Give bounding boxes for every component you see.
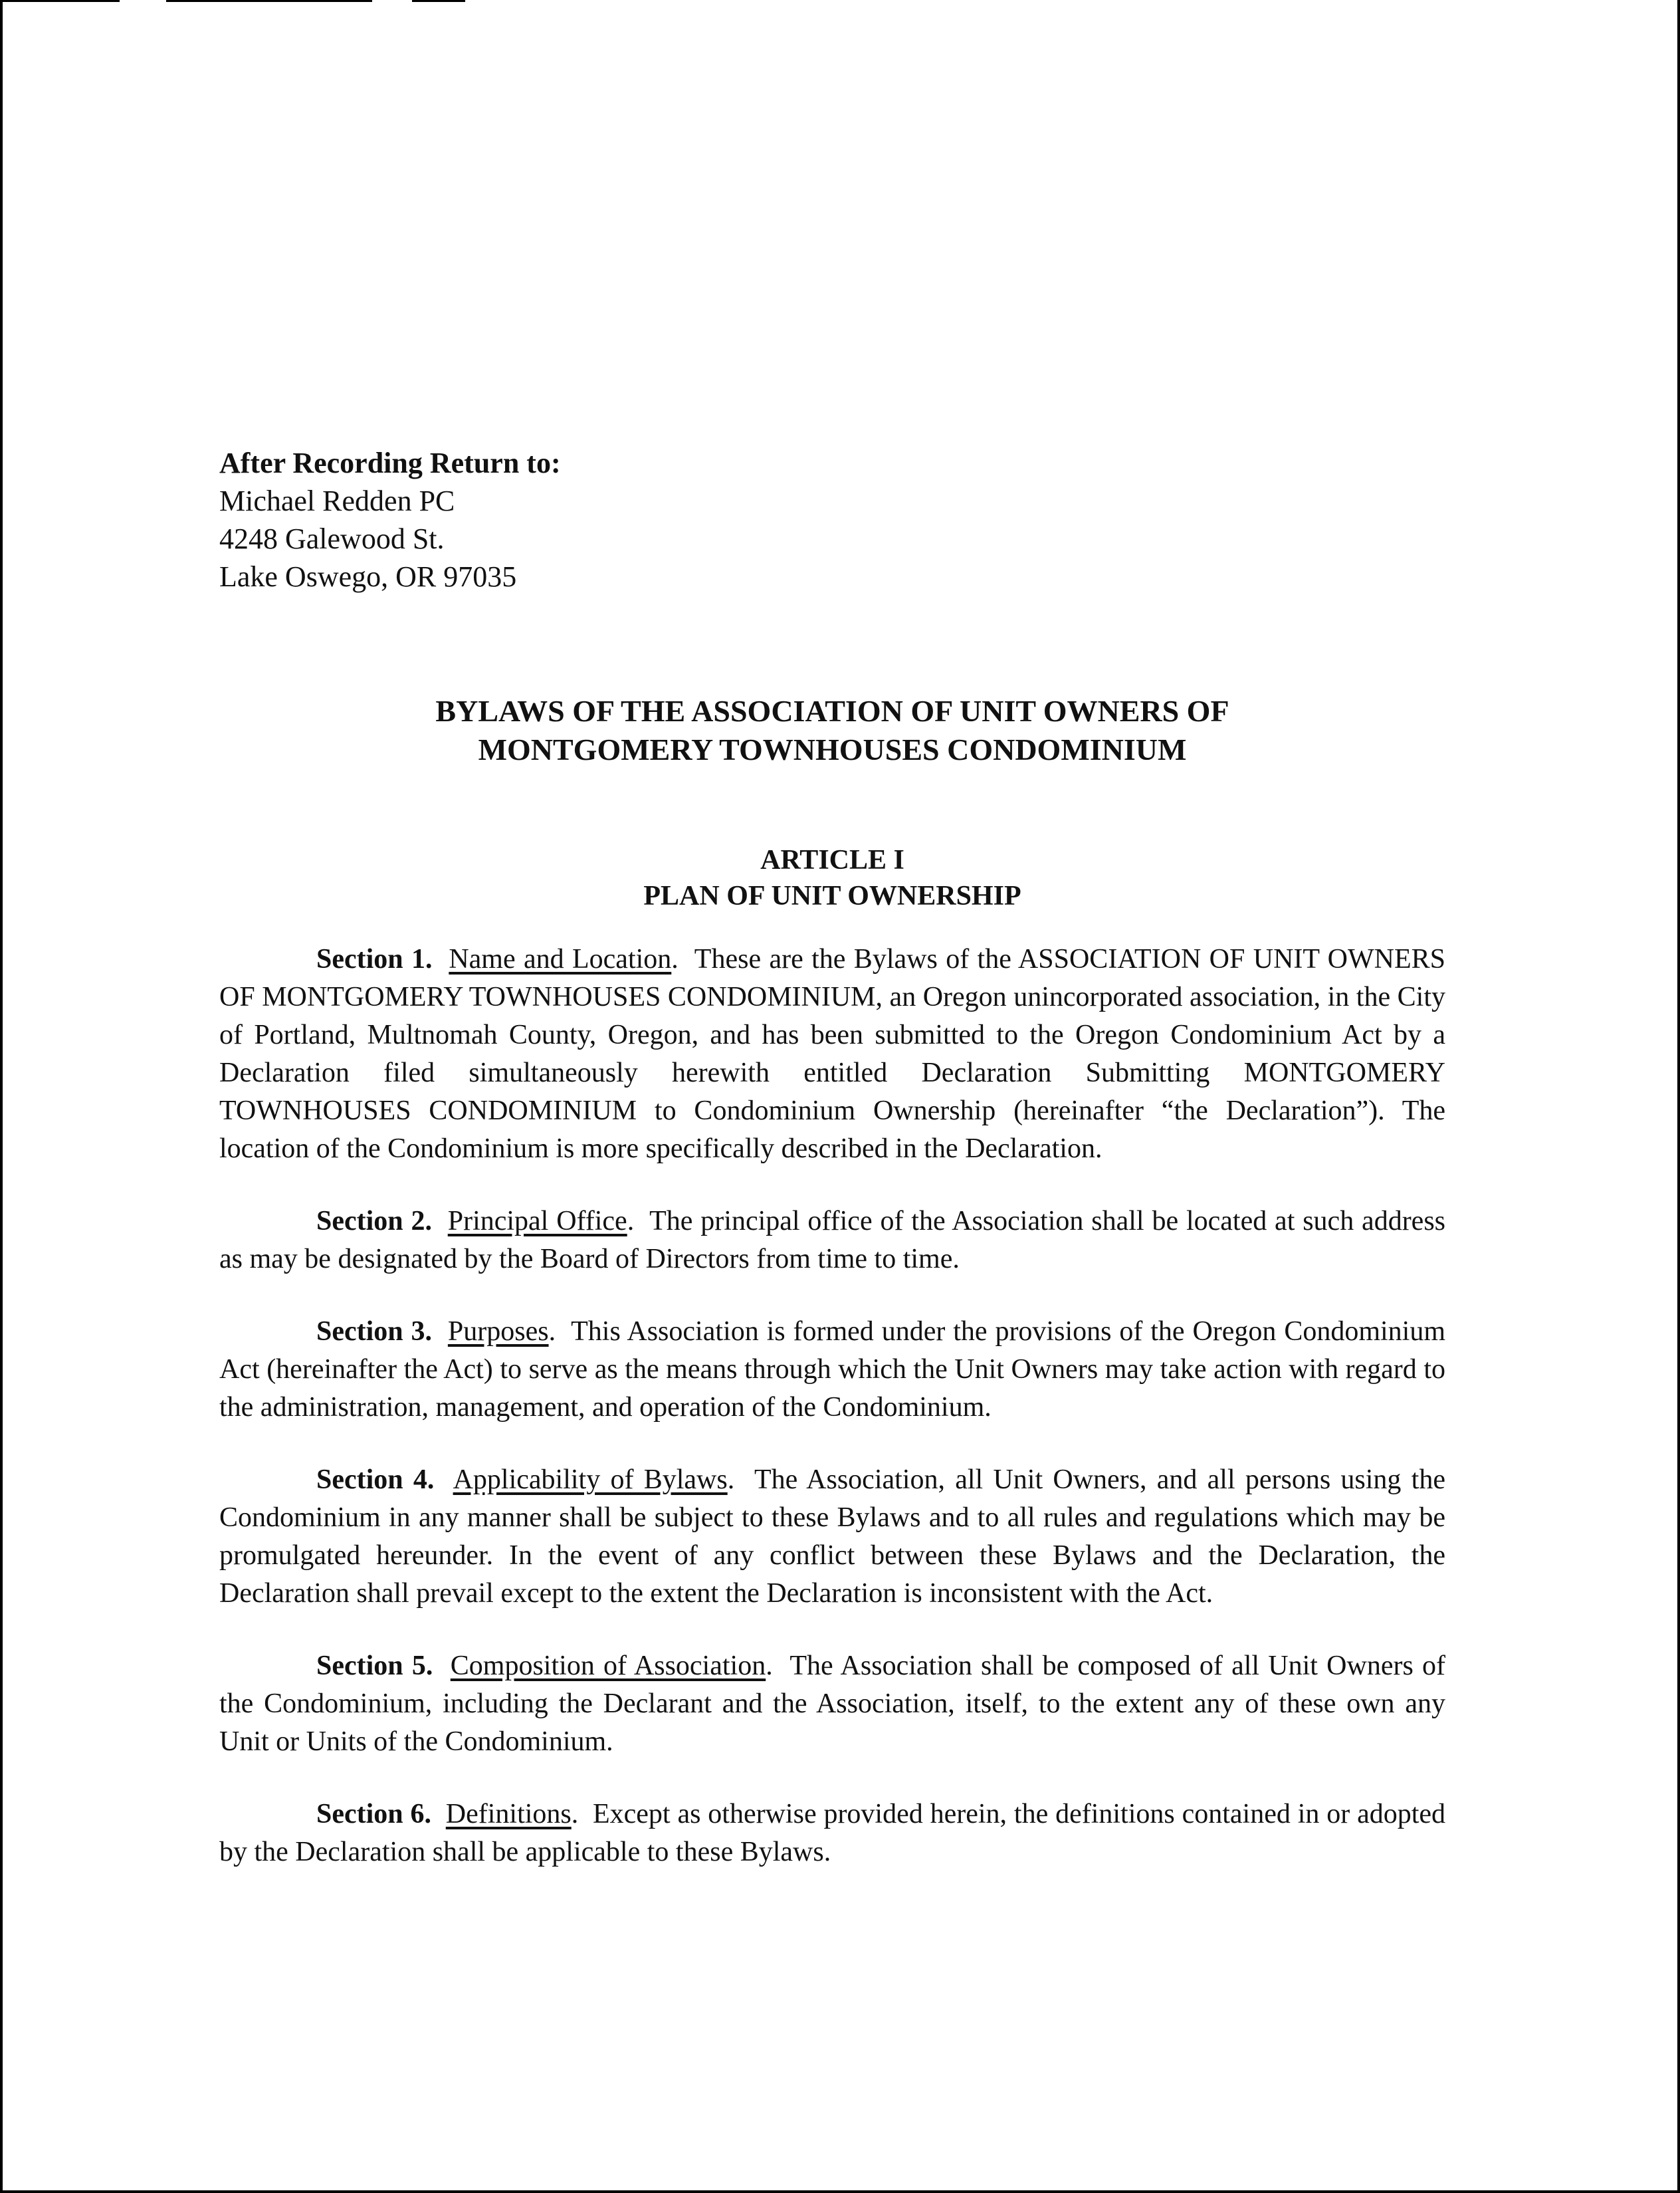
article-heading xyxy=(219,842,1445,914)
section-1-label: Section 1. xyxy=(316,944,433,975)
return-street: 4248 Galewood St. xyxy=(219,522,445,555)
return-name: Michael Redden PC xyxy=(219,485,455,517)
scan-edge-left xyxy=(0,0,3,2193)
section-3-label: Section 3. xyxy=(316,1316,433,1347)
section-6: Section 6. Definitions. Except as otherwise provided herein, the definitions contained in or adopted by the Declaration shall be applicable to these Bylaws. xyxy=(219,1799,1446,1867)
title-line-1: BYLAWS OF THE ASSOCIATION OF UNIT OWNERS OF xyxy=(435,694,1229,728)
article-name: PLAN OF UNIT OWNERSHIP xyxy=(643,881,1021,911)
return-heading: After Recording Return to: xyxy=(219,447,561,479)
section-2-label: Section 2. xyxy=(316,1206,433,1236)
scan-edge-right xyxy=(1677,0,1680,2193)
section-5-label: Section 5. xyxy=(316,1651,433,1681)
article-number: ARTICLE I xyxy=(760,845,904,875)
section-5-title: Composition of Association xyxy=(450,1651,766,1681)
section-1: Section 1. Name and Location. These are the Bylaws of the ASSOCIATION OF UNIT OWNERS OF MONTGOMERY TOWNHOUSES CONDOMINIUM, an Oregon unincorporated association, in the City of Portland, Multnomah County, Oregon, and has been submitted to the Oregon Condominium Act by a Declaration filed simultaneously herewith entitled Declaration Submitting MONTGOMERY TOWNHOUSES CONDOMINIUM to Condominium Ownership (hereinafter “the Declaration”). The location of the Condominium is more specifically described in the Declaration. xyxy=(219,944,1445,1164)
section-5: Section 5. Composition of Association. The Association shall be composed of all Unit Owners of the Condominium, including the Declarant and the Association, itself, to the extent any of these own any Unit or Units of the Condominium. xyxy=(219,1651,1446,1757)
section-3-text: This Association is formed under the provisions of the Oregon Condominium Act (hereinafter the Act) to serve as the means through which the Unit Owners may take action with regard to the administration, management, and operation of the Condominium. xyxy=(219,1316,1446,1423)
return-city: Lake Oswego, OR 97035 xyxy=(219,560,517,593)
return-address-block xyxy=(219,444,1445,596)
section-6-text: Except as otherwise provided herein, the definitions contained in or adopted by the Declaration shall be applicable to these Bylaws. xyxy=(219,1799,1446,1867)
section-4-text: The Association, all Unit Owners, and all persons using the Condominium in any manner shall be subject to these Bylaws and to all rules and regulations which may be promulgated hereunder. In the event of any conflict between these Bylaws and the Declaration, the Declaration shall prevail except to the extent the Declaration is inconsistent with the Act. xyxy=(219,1464,1445,1609)
section-5-text: The Association shall be composed of all Unit Owners of the Condominium, including the Declarant and the Association, itself, to the extent any of these own any Unit or Units of the Condominium. xyxy=(219,1651,1446,1757)
section-1-title: Name and Location xyxy=(449,944,672,975)
section-3-title: Purposes xyxy=(447,1316,549,1347)
section-1-text: These are the Bylaws of the ASSOCIATION OF UNIT OWNERS OF MONTGOMERY TOWNHOUSES CONDOMINIUM, an Oregon unincorporated association, in the City of Portland, Multnomah County, Oregon, and has been submitted to the Oregon Condominium Act by a Declaration filed simultaneously herewith entitled Declaration Submitting MONTGOMERY TOWNHOUSES CONDOMINIUM to Condominium Ownership (hereinafter “the Declaration”). The location of the Condominium is more specifically described in the Declaration. xyxy=(219,944,1445,1164)
document-page xyxy=(219,444,1445,1899)
document-title xyxy=(219,692,1445,769)
section-2: Section 2. Principal Office. The principal office of the Association shall be located at such address as may be designated by the Board of Directors from time to time. xyxy=(219,1206,1446,1274)
section-4-title: Applicability of Bylaws xyxy=(453,1464,728,1495)
section-6-title: Definitions xyxy=(445,1799,572,1829)
scan-edge-bottom xyxy=(0,2190,1680,2193)
section-3: Section 3. Purposes. This Association is formed under the provisions of the Oregon Condominium Act (hereinafter the Act) to serve as the means through which the Unit Owners may take action with regard to the administration, management, and operation of the Condominium. xyxy=(219,1316,1446,1423)
section-4: Section 4. Applicability of Bylaws. The Association, all Unit Owners, and all persons using the Condominium in any manner shall be subject to these Bylaws and to all rules and regulations which may be promulgated hereunder. In the event of any conflict between these Bylaws and the Declaration, the Declaration shall prevail except to the extent the Declaration is inconsistent with the Act. xyxy=(219,1464,1445,1609)
title-line-2: MONTGOMERY TOWNHOUSES CONDOMINIUM xyxy=(478,733,1187,766)
section-2-title: Principal Office xyxy=(447,1206,627,1236)
section-2-text: The principal office of the Association shall be located at such address as may be designated by the Board of Directors from time to time. xyxy=(219,1206,1446,1274)
section-6-label: Section 6. xyxy=(316,1799,432,1829)
section-4-label: Section 4. xyxy=(316,1464,435,1495)
scan-edge-top xyxy=(0,0,1680,2)
